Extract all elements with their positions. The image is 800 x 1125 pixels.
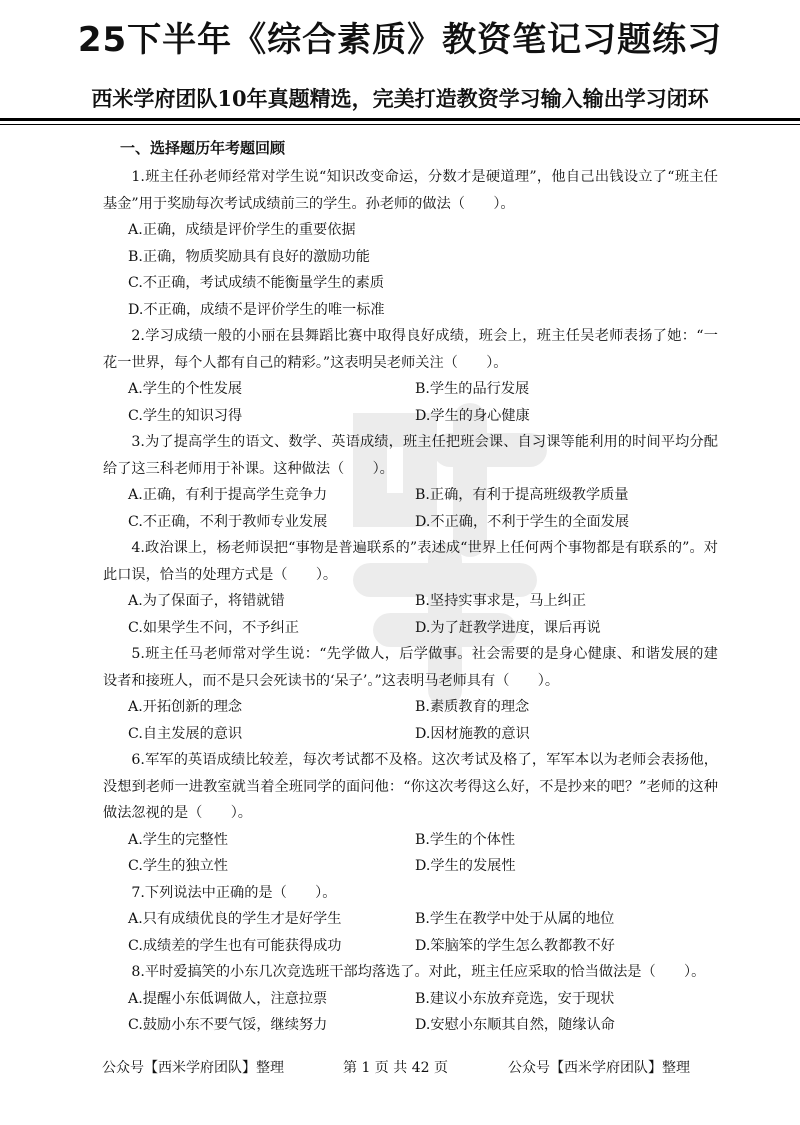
answer-option: B.学生在教学中处于从属的地位	[415, 911, 615, 927]
answer-options	[103, 986, 718, 1039]
question-block	[103, 429, 718, 535]
page-number: 第 1 页 共 42 页	[343, 1060, 448, 1076]
document-title: 25下半年《综合素质》教资笔记习题练习	[77, 20, 723, 60]
answer-option: D.安慰小东顺其自然，随缘认命	[415, 1017, 615, 1033]
answer-option: A.提醒小东低调做人，注意拉票	[128, 990, 328, 1007]
answer-options	[103, 694, 718, 747]
answer-option: D.不正确，成绩不是评价学生的唯一标准	[128, 301, 385, 318]
question-block	[103, 641, 718, 747]
question-block	[103, 535, 718, 641]
answer-option: C.学生的独立性	[128, 858, 228, 874]
answer-option: B.正确，物质奖励具有良好的激励功能	[128, 248, 370, 265]
answer-options	[103, 217, 718, 323]
answer-option: A.为了保面子，将错就错	[128, 593, 285, 609]
question-block	[103, 323, 718, 429]
answer-option: D.不正确，不利于学生的全面发展	[415, 513, 630, 530]
answer-option: D.学生的发展性	[415, 858, 516, 874]
answer-options	[103, 482, 718, 535]
answer-option: B.正确，有利于提高班级教学质量	[415, 487, 629, 503]
answer-options	[103, 376, 718, 429]
footer-right-credit: 公众号【西米学府团队】整理	[508, 1060, 690, 1076]
section-heading: 一、选择题历年考题回顾	[120, 139, 286, 157]
answer-option: B.学生的个体性	[415, 831, 516, 848]
answer-option: A.学生的个性发展	[128, 381, 243, 397]
answer-option: D.学生的身心健康	[415, 407, 530, 424]
answer-option: C.鼓励小东不要气馁，继续努力	[128, 1017, 328, 1033]
question-block	[103, 747, 718, 880]
answer-option: C.不正确，不利于教师专业发展	[128, 513, 328, 530]
question-stem: 5.班主任马老师常对学生说：“先学做人，后学做事。社会需要的是身心健康、和谐发展的建设者和接班人，而不是只会死读书的‘呆子’。”这表明马老师具有（ ）。	[103, 646, 718, 689]
answer-options	[103, 588, 718, 641]
question-stem: 1.班主任孙老师经常对学生说“知识改变命运，分数才是硬道理”，他自己出钱设立了“班主任基金”用于奖励每次考试成绩前三的学生。孙老师的做法（ ）。	[103, 169, 718, 212]
answer-option: D.笨脑笨的学生怎么教都教不好	[415, 937, 615, 954]
question-stem: 3.为了提高学生的语文、数学、英语成绩，班主任把班会课、自习课等能利用的时间平均分配给了这三科老师用于补课。这种做法（ ）。	[103, 434, 718, 477]
answer-option: B.建议小东放弃竞选，安于现状	[415, 990, 615, 1007]
answer-option: B.坚持实事求是，马上纠正	[415, 593, 586, 609]
answer-options	[103, 906, 718, 959]
document-subtitle: 西米学府团队10年真题精选，完美打造教资学习输入输出学习闭环	[91, 86, 709, 111]
answer-option: D.因材施教的意识	[415, 725, 530, 742]
answer-option: B.素质教育的理念	[415, 699, 530, 715]
answer-option: A.只有成绩优良的学生才是好学生	[128, 911, 342, 927]
question-list	[103, 164, 718, 1039]
question-block	[103, 880, 718, 960]
answer-option: D.为了赶教学进度，课后再说	[415, 619, 601, 636]
question-block	[103, 959, 718, 1039]
answer-option: A.开拓创新的理念	[128, 699, 243, 715]
question-block	[103, 164, 718, 323]
answer-option: C.成绩差的学生也有可能获得成功	[128, 937, 342, 954]
footer-left-credit: 公众号【西米学府团队】整理	[102, 1060, 284, 1076]
answer-option: C.自主发展的意识	[128, 725, 243, 742]
answer-options	[103, 827, 718, 880]
header-rule-thin	[0, 124, 800, 125]
question-stem: 7.下列说法中正确的是（ ）。	[131, 884, 337, 901]
question-stem: 8.平时爱搞笑的小东几次竞选班干部均落选了。对此，班主任应采取的恰当做法是（ ）。	[131, 964, 706, 980]
answer-option: C.学生的知识习得	[128, 407, 243, 424]
answer-option: A.正确，成绩是评价学生的重要依据	[128, 222, 356, 238]
answer-option: B.学生的品行发展	[415, 381, 530, 397]
answer-option: A.学生的完整性	[128, 831, 228, 848]
answer-option: A.正确，有利于提高学生竞争力	[128, 487, 328, 503]
answer-option: C.不正确，考试成绩不能衡量学生的素质	[128, 275, 385, 291]
question-stem: 2.学习成绩一般的小丽在县舞蹈比赛中取得良好成绩，班会上，班主任吴老师表扬了她：“一花一世界，每个人都有自己的精彩。”这表明吴老师关注（ ）。	[103, 328, 718, 371]
answer-option: C.如果学生不问，不予纠正	[128, 619, 299, 636]
question-stem: 6.军军的英语成绩比较差，每次考试都不及格。这次考试及格了，军军本以为老师会表扬他，没想到老师一进教室就当着全班同学的面问他：“你这次考得这么好，不是抄来的吧？”老师的这种做法忽视的是（ ）。	[103, 752, 718, 821]
question-stem: 4.政治课上，杨老师误把“事物是普遍联系的”表述成“世界上任何两个事物都是有联系的”。对此口误，恰当的处理方式是（ ）。	[103, 540, 718, 583]
header-rule-thick	[0, 118, 800, 121]
